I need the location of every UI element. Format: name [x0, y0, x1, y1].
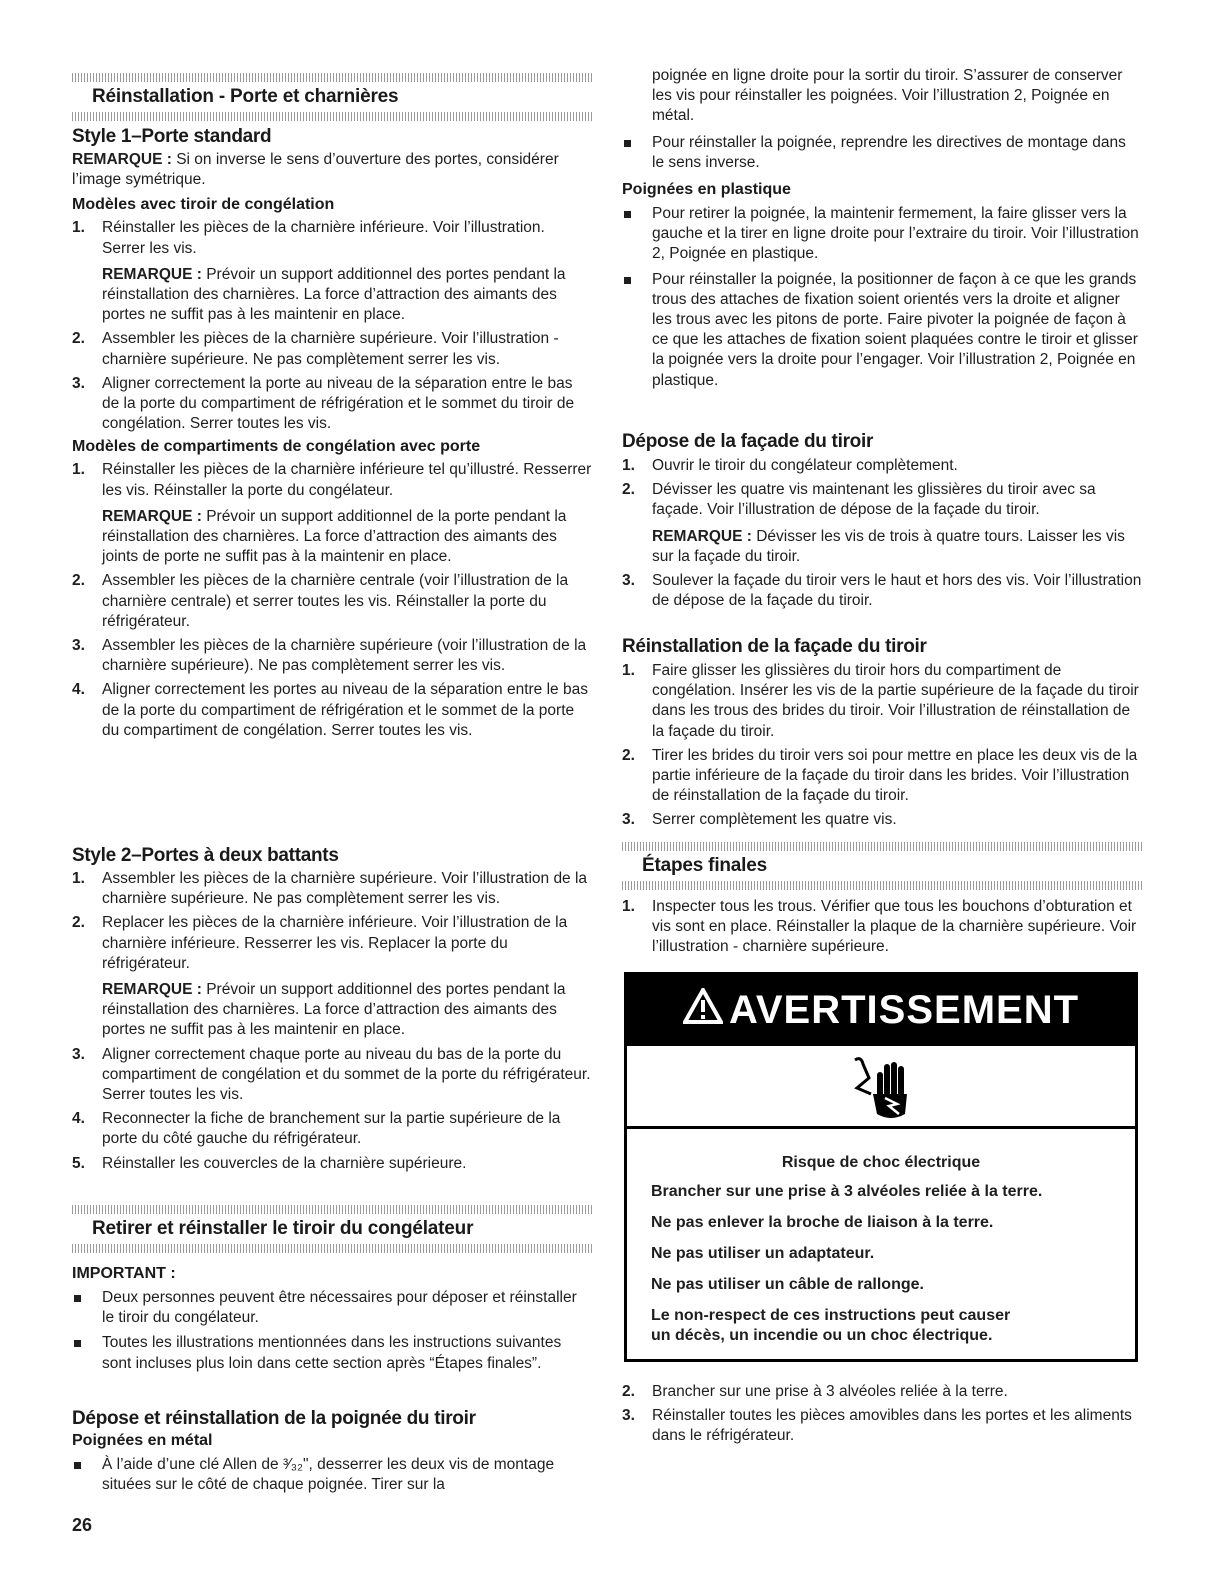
handle-block	[72, 1408, 592, 1495]
list-item: 1. Inspecter tous les trous. Vérifier que tous les bouchons d’obturation et vis sont en place. Réinstaller la plaque de la charnière supérieure. Voir l’illustration - charnière supérieure.	[622, 898, 1137, 956]
warning-pictogram-area	[627, 1046, 1135, 1129]
warning-header	[627, 975, 1135, 1046]
continued-text: poignée en ligne droite pour la sortir du tiroir. S’assurer de conserver les vis pour réinstaller les poignées. Voir l’illustration 2, Poignée en métal.	[652, 67, 1123, 125]
section-title: Étapes finales	[642, 855, 767, 876]
electric-shock-hand-icon	[851, 1054, 915, 1126]
list-item: 3. Soulever la façade du tiroir vers le haut et hors des vis. Voir l’illustration de dépose de la façade du tiroir.	[622, 572, 1142, 610]
page-number: 26	[72, 1515, 93, 1535]
list-item: 4. Reconnecter la fiche de branchement sur la partie supérieure de la porte du côté gauche du réfrigérateur.	[72, 1110, 561, 1148]
final-steps-list	[622, 897, 1142, 958]
list-item: 4. Aligner correctement les portes au niveau de la séparation entre le bas de la porte du compartiment de réfrigération et le sommet de la porte du compartiment de congélation. Serrer toutes les vis.	[72, 681, 588, 739]
note: REMARQUE : Prévoir un support additionnel des portes pendant la réinstallation des charnières. La force d’attraction des aimants des portes ne suffit pas à les maintenir en place.	[102, 981, 566, 1039]
list-item: 3. Réinstaller toutes les pièces amovibles dans les portes et les aliments dans le réfrigérateur.	[622, 1407, 1132, 1445]
list-item: 1. Faire glisser les glissières du tiroir hors du compartiment de congélation. Insérer les vis de la partie supérieure de la façade du tiroir dans les trous des brides du tiroir. Voir l’illustration de réinstallation de la façade du tiroir.	[622, 662, 1139, 740]
list-item: 2. Tirer les brides du tiroir vers soi pour mettre en place les deux vis de la partie inférieure de la façade du tiroir dans les brides. Voir l’illustration de réinstallation de la façade du tiroir.	[622, 746, 1138, 805]
warning-title: AVERTISSEMENT	[728, 988, 1080, 1032]
warning-body	[627, 1129, 1135, 1346]
note: REMARQUE : Prévoir un support additionnel de la porte pendant la réinstallation des charnières. La force d’attraction des aimants des joints de porte ne suffit pas à la maintenir en place.	[102, 507, 567, 566]
subheading-metal-handles: Poignées en métal	[72, 1432, 213, 1449]
list-item: 2. Brancher sur une prise à 3 alvéoles reliée à la terre.	[622, 1383, 1008, 1400]
depose-heading: Dépose de la façade du tiroir	[622, 431, 874, 452]
important-label: IMPORTANT :	[72, 1265, 176, 1282]
style1-heading: Style 1–Porte standard	[72, 126, 272, 147]
style1-block	[72, 126, 592, 741]
plastic-handles-block	[622, 181, 1142, 391]
warning-line: un décès, un incendie ou un choc électrique.	[651, 1327, 993, 1344]
note: REMARQUE : Prévoir un support additionnel des portes pendant la réinstallation des charnières. La force d’attraction des aimants des portes ne suffit pas à les maintenir en place.	[102, 265, 566, 324]
depose-block	[622, 431, 1142, 611]
list-item: 3. Aligner correctement chaque porte au niveau du bas de la porte du compartiment de congélation et du sommet de la porte du réfrigérateur. Serrer toutes les vis.	[72, 1045, 591, 1104]
warning-line: Ne pas utiliser un câble de rallonge.	[651, 1276, 924, 1293]
section-header-freezer-drawer	[72, 1205, 592, 1253]
handle-heading: Dépose et réinstallation de la poignée du tiroir	[72, 1408, 476, 1429]
reinstall-front-block	[622, 636, 1142, 831]
list-item: 2. Replacer les pièces de la charnière inférieure. Voir l’illustration de la charnière inférieure. Resserrer les vis. Replacer la porte du réfrigérateur.	[72, 914, 568, 972]
list-item: 2. Assembler les pièces de la charnière supérieure. Voir l’illustration - charnière supérieure. Ne pas complètement serrer les vis.	[72, 330, 559, 368]
list-item: 2. Assembler les pièces de la charnière centrale (voir l’illustration de la charnière centrale) et serrer toutes les vis. Réinstaller la porte du réfrigérateur.	[72, 572, 569, 630]
section-title: Retirer et réinstaller le tiroir du congélateur	[92, 1218, 474, 1239]
style2-heading: Style 2–Portes à deux battants	[72, 845, 339, 866]
list-item: 1. Assembler les pièces de la charnière supérieure. Voir l’illustration de la charnière supérieure. Ne pas complètement serrer les vis.	[72, 870, 588, 908]
subheading-freezer-door-models: Modèles de compartiments de congélation avec porte	[72, 438, 481, 456]
bullet-item: Pour réinstaller la poignée, reprendre les directives de montage dans le sens inverse.	[622, 133, 1142, 173]
style2-block	[72, 845, 592, 1174]
list-item: 1. Ouvrir le tiroir du congélateur complètement.	[622, 457, 958, 474]
list-item: 1. Réinstaller les pièces de la charnière inférieure tel qu’illustré. Resserrer les vis. Réinstaller la porte du congélateur.	[72, 461, 592, 499]
note: REMARQUE : Dévisser les vis de trois à quatre tours. Laisser les vis sur la façade du tiroir.	[652, 527, 1125, 565]
list-item: 1. Réinstaller les pièces de la charnière inférieure. Voir l’illustration. Serrer les vis.	[72, 219, 545, 257]
bullet-item: Deux personnes peuvent être nécessaires pour déposer et réinstaller le tiroir du congélateur.	[72, 1288, 592, 1328]
subheading-plastic-handles: Poignées en plastique	[622, 181, 791, 198]
list-item: 5. Réinstaller les couvercles de la charnière supérieure.	[72, 1154, 467, 1172]
warning-line: Brancher sur une prise à 3 alvéoles reliée à la terre.	[651, 1183, 1043, 1200]
section-header-final-steps	[622, 842, 1142, 890]
warning-line: Ne pas utiliser un adaptateur.	[651, 1245, 875, 1262]
bullet-item: À l’aide d’une clé Allen de ³⁄₃₂", desserrer les deux vis de montage situées sur le côté de chaque poignée. Tirer sur la	[72, 1455, 592, 1495]
important-block	[72, 1265, 592, 1374]
warning-line: Le non-respect de ces instructions peut causer	[651, 1307, 1011, 1324]
list-item: 3. Aligner correctement la porte au niveau de la séparation entre le bas de la porte du compartiment de réfrigération et le sommet du tiroir de congélation. Serrer toutes les vis.	[72, 374, 575, 433]
list-item: 3. Assembler les pièces de la charnière supérieure (voir l’illustration de la charnière supérieure). Ne pas complètement serrer les vis.	[72, 637, 587, 675]
section-title: Réinstallation - Porte et charnières	[92, 86, 399, 107]
bullet-item: Toutes les illustrations mentionnées dans les instructions suivantes sont incluses plus loin dans cette section après “Étapes finales”.	[72, 1333, 592, 1373]
bullet-item: Pour réinstaller la poignée, la positionner de façon à ce que les grands trous des attaches de fixation soient orientés vers la droite et aligner les trous avec les pitons de porte. Faire pivoter la poignée de façon à ce que les attaches de fixation soient plaquées contre le tiroir et glisser la poignée vers la droite pour l’engager. Voir l’illustration 2, Poignée en plastique.	[622, 270, 1142, 391]
list-item: 2. Dévisser les quatre vis maintenant les glissières du tiroir avec sa façade. Voir l’illustration de dépose de la façade du tiroir.	[622, 481, 1096, 519]
style1-note: REMARQUE : Si on inverse le sens d’ouverture des portes, considérer l’image symétrique.	[72, 151, 559, 189]
final-steps-list-continued	[622, 1382, 1142, 1447]
warning-triangle-icon	[683, 988, 723, 1034]
warning-box	[624, 972, 1138, 1362]
warning-risk-title: Risque de choc électrique	[781, 1154, 981, 1171]
reinstall-heading: Réinstallation de la façade du tiroir	[622, 636, 927, 657]
subheading-drawer-models: Modèles avec tiroir de congélation	[72, 196, 335, 214]
warning-line: Ne pas enlever la broche de liaison à la terre.	[651, 1214, 994, 1231]
list-item: 3. Serrer complètement les quatre vis.	[622, 811, 897, 829]
metal-handle-continued	[622, 66, 1142, 173]
section-header-reinstallation	[72, 73, 592, 121]
bullet-item: Pour retirer la poignée, la maintenir fermement, la faire glisser vers la gauche et la tirer en ligne droite pour l’extraire du tiroir. Voir l’illustration 2, Poignée en plastique.	[622, 204, 1142, 265]
